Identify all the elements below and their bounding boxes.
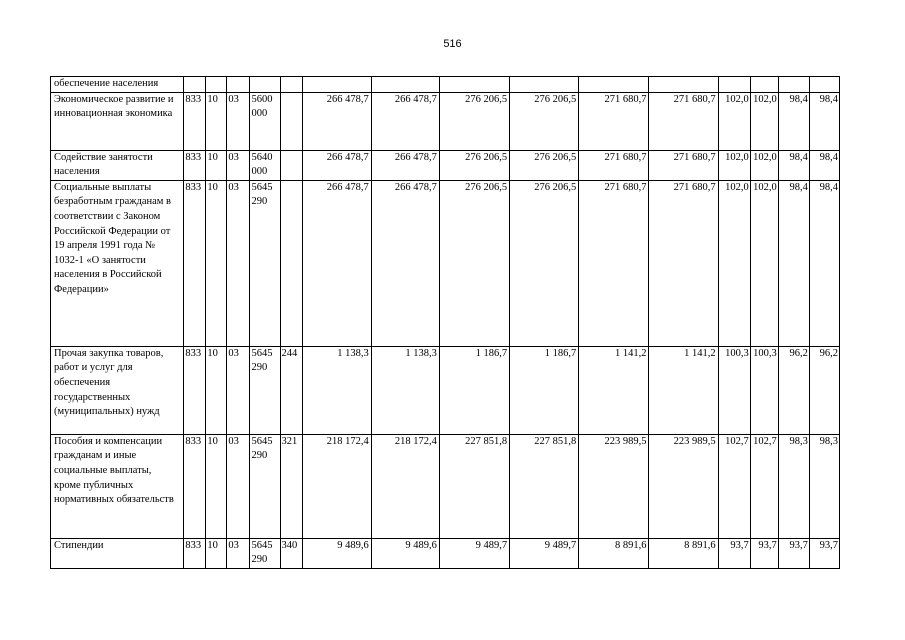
amount-cell: 9 489,6 [371, 538, 439, 568]
percent-cell: 93,7 [718, 538, 750, 568]
target-code: 5645 290 [250, 346, 280, 434]
expense-code: 321 [280, 434, 302, 538]
amount-cell: 271 680,7 [579, 180, 649, 346]
percent-cell: 102,0 [750, 180, 778, 346]
percent-cell: 98,4 [809, 180, 839, 346]
amount-cell: 276 206,5 [439, 150, 509, 180]
target-code [250, 77, 280, 93]
admin-code: 833 [184, 180, 206, 346]
table-row [51, 538, 840, 568]
percent-cell: 102,0 [718, 92, 750, 150]
amount-cell: 271 680,7 [649, 180, 718, 346]
amount-cell: 9 489,7 [510, 538, 579, 568]
row-name: Социальные выплаты безработным гражданам в соответствии с Законом Российской Федерации от 19 апреля 1991 года № 1032-1 «О занятости населения в Российской Федерации» [51, 180, 184, 346]
row-name: Экономическое развитие и инновационная экономика [51, 92, 184, 150]
section-code: 10 [206, 538, 227, 568]
amount-cell: 1 138,3 [302, 346, 371, 434]
amount-cell: 276 206,5 [439, 180, 509, 346]
amount-cell: 266 478,7 [371, 92, 439, 150]
percent-cell: 98,3 [809, 434, 839, 538]
amount-cell [649, 77, 718, 93]
table-row [51, 434, 840, 538]
row-name: Стипендии [51, 538, 184, 568]
admin-code: 833 [184, 538, 206, 568]
amount-cell: 271 680,7 [579, 92, 649, 150]
amount-cell [579, 77, 649, 93]
percent-cell: 96,2 [809, 346, 839, 434]
amount-cell: 227 851,8 [510, 434, 579, 538]
amount-cell: 276 206,5 [510, 180, 579, 346]
amount-cell: 9 489,6 [302, 538, 371, 568]
amount-cell: 266 478,7 [302, 92, 371, 150]
amount-cell: 266 478,7 [302, 150, 371, 180]
amount-cell: 1 186,7 [439, 346, 509, 434]
amount-cell: 218 172,4 [371, 434, 439, 538]
amount-cell: 271 680,7 [579, 150, 649, 180]
subsection-code: 03 [227, 538, 250, 568]
percent-cell [718, 77, 750, 93]
amount-cell [439, 77, 509, 93]
percent-cell: 100,3 [750, 346, 778, 434]
amount-cell: 227 851,8 [439, 434, 509, 538]
subsection-code: 03 [227, 180, 250, 346]
percent-cell: 96,2 [778, 346, 809, 434]
amount-cell [371, 77, 439, 93]
table-row [51, 346, 840, 434]
expense-code: 340 [280, 538, 302, 568]
percent-cell: 93,7 [750, 538, 778, 568]
row-name: Пособия и компенсации гражданам и иные социальные выплаты, кроме публичных нормативных обязательств [51, 434, 184, 538]
row-name: обеспечение населения [51, 77, 184, 93]
section-code: 10 [206, 346, 227, 434]
target-code: 5645 290 [250, 538, 280, 568]
percent-cell: 102,0 [718, 150, 750, 180]
percent-cell [778, 77, 809, 93]
amount-cell: 266 478,7 [371, 180, 439, 346]
admin-code: 833 [184, 434, 206, 538]
amount-cell: 8 891,6 [649, 538, 718, 568]
percent-cell: 98,3 [778, 434, 809, 538]
admin-code: 833 [184, 150, 206, 180]
amount-cell: 8 891,6 [579, 538, 649, 568]
subsection-code: 03 [227, 92, 250, 150]
expense-code: 244 [280, 346, 302, 434]
percent-cell: 98,4 [778, 92, 809, 150]
row-name: Содействие занятости населения [51, 150, 184, 180]
admin-code [184, 77, 206, 93]
target-code: 5645 290 [250, 434, 280, 538]
percent-cell: 102,0 [718, 180, 750, 346]
percent-cell: 102,0 [750, 150, 778, 180]
amount-cell [302, 77, 371, 93]
amount-cell: 1 141,2 [579, 346, 649, 434]
page-number: 516 [443, 38, 462, 50]
expense-code [280, 150, 302, 180]
table-row [51, 77, 840, 93]
admin-code: 833 [184, 92, 206, 150]
amount-cell: 266 478,7 [371, 150, 439, 180]
section-code: 10 [206, 434, 227, 538]
expense-code [280, 77, 302, 93]
percent-cell: 100,3 [718, 346, 750, 434]
amount-cell: 271 680,7 [649, 92, 718, 150]
target-code: 5600 000 [250, 92, 280, 150]
percent-cell: 102,7 [718, 434, 750, 538]
row-name: Прочая закупка товаров, работ и услуг для обеспечения государственных (муниципальных) нужд [51, 346, 184, 434]
amount-cell: 1 141,2 [649, 346, 718, 434]
percent-cell: 98,4 [809, 150, 839, 180]
percent-cell: 93,7 [778, 538, 809, 568]
amount-cell: 266 478,7 [302, 180, 371, 346]
percent-cell: 98,4 [809, 92, 839, 150]
amount-cell: 276 206,5 [439, 92, 509, 150]
section-code: 10 [206, 92, 227, 150]
amount-cell: 276 206,5 [510, 150, 579, 180]
subsection-code: 03 [227, 150, 250, 180]
section-code: 10 [206, 150, 227, 180]
expense-code [280, 180, 302, 346]
table-row [51, 150, 840, 180]
percent-cell: 98,4 [778, 180, 809, 346]
amount-cell: 271 680,7 [649, 150, 718, 180]
amount-cell [510, 77, 579, 93]
admin-code: 833 [184, 346, 206, 434]
subsection-code [227, 77, 250, 93]
amount-cell: 218 172,4 [302, 434, 371, 538]
percent-cell: 98,4 [778, 150, 809, 180]
amount-cell: 223 989,5 [579, 434, 649, 538]
subsection-code: 03 [227, 434, 250, 538]
budget-table [50, 76, 840, 569]
table-row [51, 92, 840, 150]
target-code: 5645 290 [250, 180, 280, 346]
amount-cell: 276 206,5 [510, 92, 579, 150]
percent-cell [809, 77, 839, 93]
subsection-code: 03 [227, 346, 250, 434]
section-code [206, 77, 227, 93]
percent-cell: 102,0 [750, 92, 778, 150]
percent-cell: 102,7 [750, 434, 778, 538]
amount-cell: 223 989,5 [649, 434, 718, 538]
percent-cell [750, 77, 778, 93]
amount-cell: 1 138,3 [371, 346, 439, 434]
section-code: 10 [206, 180, 227, 346]
amount-cell: 9 489,7 [439, 538, 509, 568]
percent-cell: 93,7 [809, 538, 839, 568]
expense-code [280, 92, 302, 150]
target-code: 5640 000 [250, 150, 280, 180]
table-row [51, 180, 840, 346]
amount-cell: 1 186,7 [510, 346, 579, 434]
